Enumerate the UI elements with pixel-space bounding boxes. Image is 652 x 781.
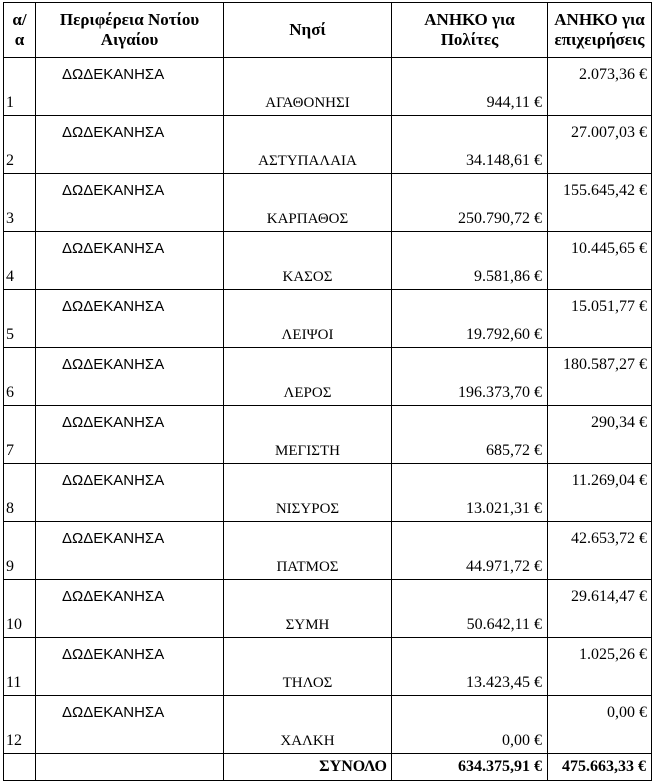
table-row <box>4 522 652 580</box>
row-citizens: 50.642,11 € <box>392 580 548 638</box>
table-row <box>4 232 652 290</box>
table-row <box>4 638 652 696</box>
row-citizens: 685,72 € <box>392 406 548 464</box>
row-business: 15.051,77 € <box>548 290 652 348</box>
row-number: 3 <box>4 174 36 232</box>
row-number: 10 <box>4 580 36 638</box>
total-label: ΣΥΝΟΛΟ <box>224 754 392 781</box>
row-citizens: 9.581,86 € <box>392 232 548 290</box>
total-citizens: 634.375,91 € <box>392 754 548 781</box>
row-region: ΔΩΔΕΚΑΝΗΣΑ <box>36 580 224 638</box>
row-citizens: 944,11 € <box>392 58 548 116</box>
row-citizens: 13.021,31 € <box>392 464 548 522</box>
row-region: ΔΩΔΕΚΑΝΗΣΑ <box>36 116 224 174</box>
row-citizens: 44.971,72 € <box>392 522 548 580</box>
row-island: ΑΓΑΘΟΝΗΣΙ <box>224 58 392 116</box>
row-business: 10.445,65 € <box>548 232 652 290</box>
row-island: ΝΙΣΥΡΟΣ <box>224 464 392 522</box>
row-citizens: 250.790,72 € <box>392 174 548 232</box>
header-citizens: ΑΝΗΚΟ για Πολίτες <box>392 3 548 58</box>
row-region: ΔΩΔΕΚΑΝΗΣΑ <box>36 290 224 348</box>
row-number: 5 <box>4 290 36 348</box>
row-region: ΔΩΔΕΚΑΝΗΣΑ <box>36 638 224 696</box>
header-island: Νησί <box>224 3 392 58</box>
row-number: 1 <box>4 58 36 116</box>
subsidy-table <box>3 2 652 781</box>
row-citizens: 196.373,70 € <box>392 348 548 406</box>
header-business: ΑΝΗΚΟ για επιχειρήσεις <box>548 3 652 58</box>
row-number: 7 <box>4 406 36 464</box>
row-region: ΔΩΔΕΚΑΝΗΣΑ <box>36 406 224 464</box>
row-business: 180.587,27 € <box>548 348 652 406</box>
row-business: 42.653,72 € <box>548 522 652 580</box>
row-region: ΔΩΔΕΚΑΝΗΣΑ <box>36 464 224 522</box>
total-row <box>4 754 652 781</box>
header-num: α/ α <box>4 3 36 58</box>
total-empty-num <box>4 754 36 781</box>
row-number: 4 <box>4 232 36 290</box>
row-region: ΔΩΔΕΚΑΝΗΣΑ <box>36 522 224 580</box>
row-business: 27.007,03 € <box>548 116 652 174</box>
row-island: ΣΥΜΗ <box>224 580 392 638</box>
table-row <box>4 406 652 464</box>
row-island: ΑΣΤΥΠΑΛΑΙΑ <box>224 116 392 174</box>
table-row <box>4 116 652 174</box>
row-region: ΔΩΔΕΚΑΝΗΣΑ <box>36 174 224 232</box>
row-island: ΜΕΓΙΣΤΗ <box>224 406 392 464</box>
row-region: ΔΩΔΕΚΑΝΗΣΑ <box>36 58 224 116</box>
table-row <box>4 174 652 232</box>
row-business: 1.025,26 € <box>548 638 652 696</box>
row-number: 2 <box>4 116 36 174</box>
row-citizens: 0,00 € <box>392 696 548 754</box>
row-number: 9 <box>4 522 36 580</box>
row-number: 6 <box>4 348 36 406</box>
table-row <box>4 58 652 116</box>
row-business: 155.645,42 € <box>548 174 652 232</box>
row-island: ΧΑΛΚΗ <box>224 696 392 754</box>
row-number: 8 <box>4 464 36 522</box>
table-row <box>4 696 652 754</box>
row-island: ΤΗΛΟΣ <box>224 638 392 696</box>
header-row <box>4 3 652 58</box>
row-island: ΚΑΡΠΑΘΟΣ <box>224 174 392 232</box>
row-number: 12 <box>4 696 36 754</box>
row-business: 2.073,36 € <box>548 58 652 116</box>
row-citizens: 13.423,45 € <box>392 638 548 696</box>
row-island: ΠΑΤΜΟΣ <box>224 522 392 580</box>
table-row <box>4 348 652 406</box>
row-citizens: 34.148,61 € <box>392 116 548 174</box>
row-region: ΔΩΔΕΚΑΝΗΣΑ <box>36 348 224 406</box>
row-region: ΔΩΔΕΚΑΝΗΣΑ <box>36 696 224 754</box>
row-number: 11 <box>4 638 36 696</box>
row-island: ΚΑΣΟΣ <box>224 232 392 290</box>
table-body <box>4 58 652 754</box>
total-business: 475.663,33 € <box>548 754 652 781</box>
row-island: ΛΕΙΨΟΙ <box>224 290 392 348</box>
table-row <box>4 580 652 638</box>
table-row <box>4 464 652 522</box>
row-region: ΔΩΔΕΚΑΝΗΣΑ <box>36 232 224 290</box>
table-row <box>4 290 652 348</box>
row-business: 11.269,04 € <box>548 464 652 522</box>
row-business: 29.614,47 € <box>548 580 652 638</box>
row-citizens: 19.792,60 € <box>392 290 548 348</box>
header-region: Περιφέρεια Νοτίου Αιγαίου <box>36 3 224 58</box>
total-empty-region <box>36 754 224 781</box>
row-business: 0,00 € <box>548 696 652 754</box>
row-island: ΛΕΡΟΣ <box>224 348 392 406</box>
row-business: 290,34 € <box>548 406 652 464</box>
